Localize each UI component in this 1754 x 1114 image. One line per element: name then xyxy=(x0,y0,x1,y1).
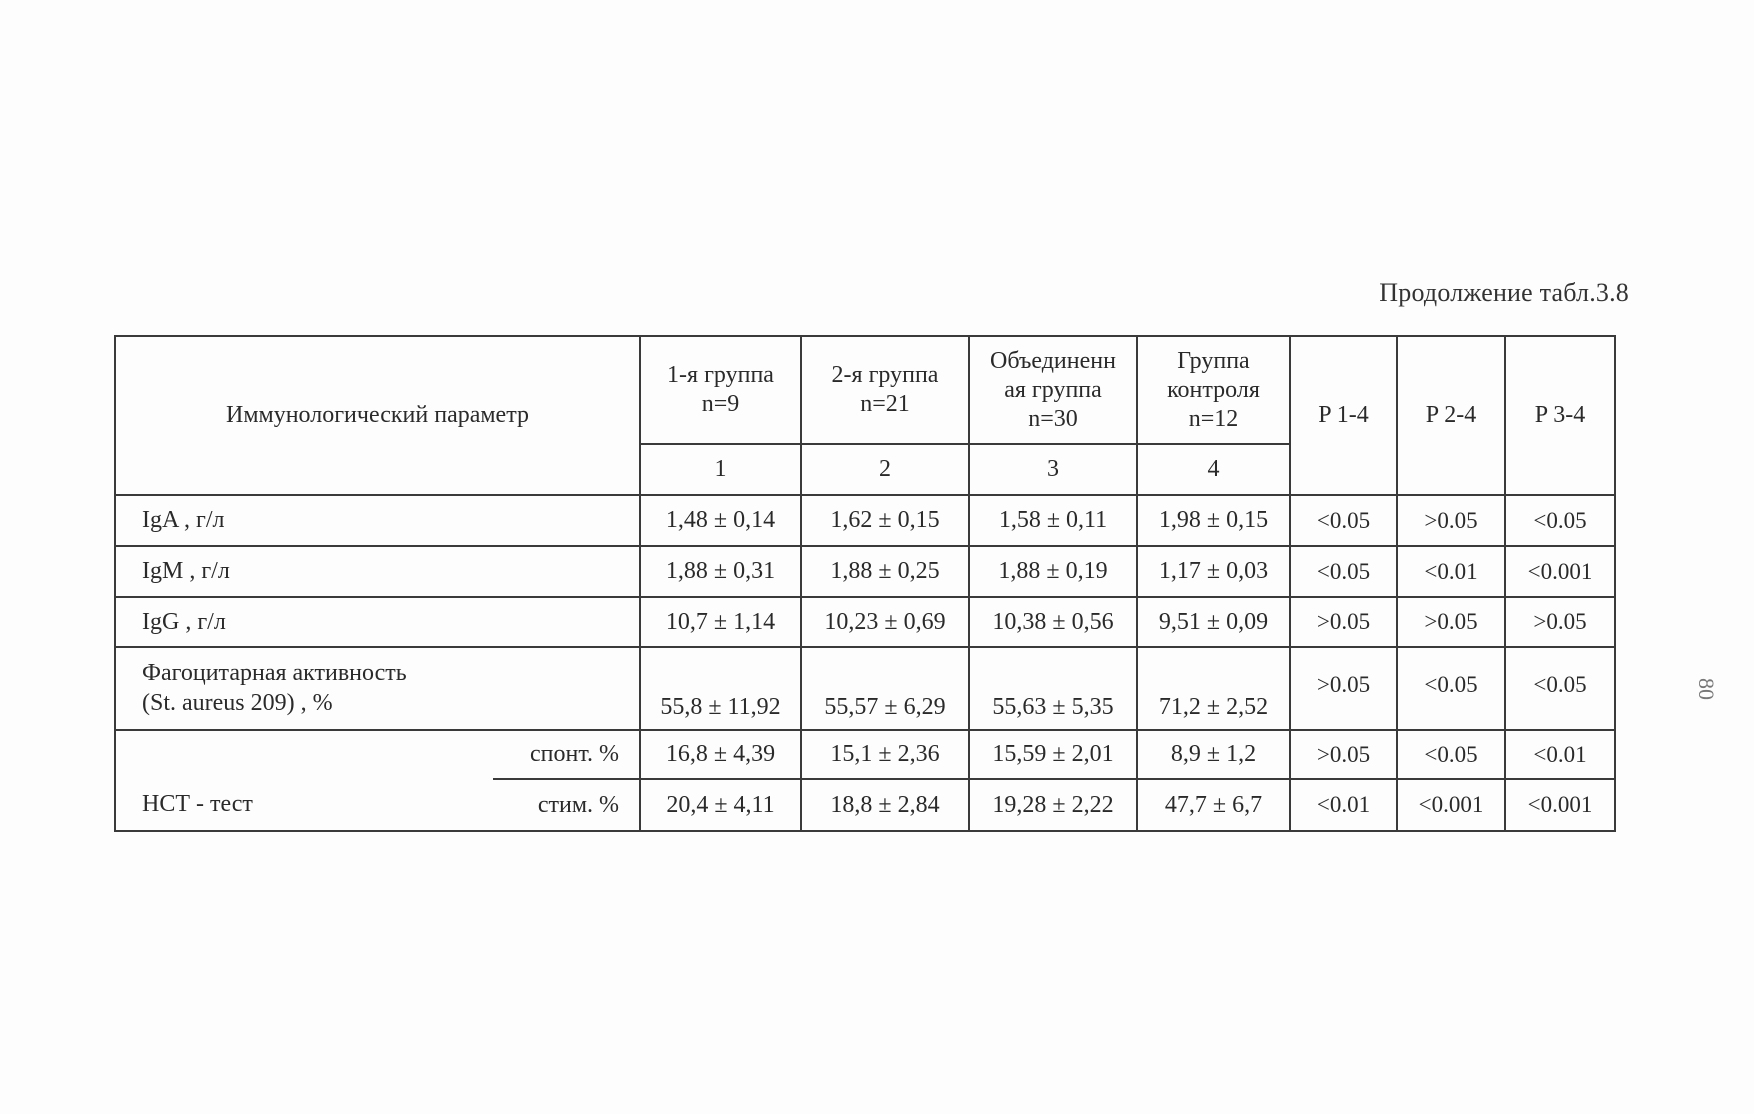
cell-p-value: <0.001 xyxy=(1505,546,1615,597)
table-caption: Продолжение табл.3.8 xyxy=(1379,278,1629,307)
cell-value: 16,8 ± 4,39 xyxy=(640,730,801,779)
header-group-4 xyxy=(1137,336,1290,444)
cell-value: 15,59 ± 2,01 xyxy=(969,730,1137,779)
phagocytic-label-line1: Фагоцитарная активность xyxy=(142,660,407,686)
cell-value: 1,17 ± 0,03 xyxy=(1137,546,1290,597)
cell-p-value: >0.05 xyxy=(1290,597,1397,647)
header-p-1-4: P 1-4 xyxy=(1290,336,1397,495)
header-group-1 xyxy=(640,336,801,444)
group-index-3: 3 xyxy=(969,444,1137,495)
cell-value: 55,63 ± 5,35 xyxy=(969,647,1137,730)
cell-value: 47,7 ± 6,7 xyxy=(1137,779,1290,831)
group-1-n: n=9 xyxy=(701,391,740,417)
table-row xyxy=(115,647,1615,730)
cell-value: 1,62 ± 0,15 xyxy=(801,495,969,546)
cell-value: 10,38 ± 0,56 xyxy=(969,597,1137,647)
cell-p-value: <0.01 xyxy=(1505,730,1615,779)
cell-p-value: <0.05 xyxy=(1397,647,1505,730)
header-param: Иммунологический параметр xyxy=(115,336,640,495)
cell-value: 10,23 ± 0,69 xyxy=(801,597,969,647)
group-1-name: 1-я группа xyxy=(667,362,774,388)
row-label-nct: НСТ - тест xyxy=(115,779,493,831)
header-p-3-4: P 3-4 xyxy=(1505,336,1615,495)
phagocytic-label-line2: (St. aureus 209) , % xyxy=(142,690,333,716)
cell-value: 71,2 ± 2,52 xyxy=(1137,647,1290,730)
cell-p-value: >0.05 xyxy=(1505,597,1615,647)
group-2-n: n=21 xyxy=(860,391,910,417)
cell-value: 18,8 ± 2,84 xyxy=(801,779,969,831)
group-3-name-line2: ая группа xyxy=(1004,376,1102,403)
cell-value: 8,9 ± 1,2 xyxy=(1137,730,1290,779)
cell-value: 9,51 ± 0,09 xyxy=(1137,597,1290,647)
cell-p-value: <0.05 xyxy=(1505,495,1615,546)
cell-p-value: >0.05 xyxy=(1397,597,1505,647)
group-3-n: n=30 xyxy=(1028,405,1078,432)
cell-p-value: <0.001 xyxy=(1505,779,1615,831)
table-row xyxy=(115,495,1615,546)
cell-value: 1,88 ± 0,19 xyxy=(969,546,1137,597)
group-index-4: 4 xyxy=(1137,444,1290,495)
cell-p-value: <0.001 xyxy=(1397,779,1505,831)
cell-value: 20,4 ± 4,11 xyxy=(640,779,801,831)
group-3-name-line1: Объединенн xyxy=(990,347,1116,374)
table-row xyxy=(115,597,1615,647)
cell-p-value: <0.05 xyxy=(1290,495,1397,546)
group-4-name-line2: контроля xyxy=(1167,376,1260,403)
cell-p-value: >0.05 xyxy=(1290,730,1397,779)
nct-spacer xyxy=(115,730,493,779)
cell-value: 1,58 ± 0,11 xyxy=(969,495,1137,546)
nct-sub-stim: стим. % xyxy=(493,779,640,831)
table-row xyxy=(115,546,1615,597)
cell-value: 15,1 ± 2,36 xyxy=(801,730,969,779)
cell-p-value: >0.05 xyxy=(1397,495,1505,546)
cell-p-value: <0.05 xyxy=(1397,730,1505,779)
header-group-2 xyxy=(801,336,969,444)
nct-sub-spont: спонт. % xyxy=(493,730,640,779)
cell-p-value: <0.05 xyxy=(1505,647,1615,730)
cell-p-value: >0.05 xyxy=(1290,647,1397,730)
row-label-igg: IgG , г/л xyxy=(115,597,640,647)
cell-p-value: <0.05 xyxy=(1290,546,1397,597)
group-index-2: 2 xyxy=(801,444,969,495)
cell-value: 1,48 ± 0,14 xyxy=(640,495,801,546)
group-index-1: 1 xyxy=(640,444,801,495)
cell-value: 1,88 ± 0,31 xyxy=(640,546,801,597)
header-group-3 xyxy=(969,336,1137,444)
cell-value: 1,88 ± 0,25 xyxy=(801,546,969,597)
cell-value: 55,8 ± 11,92 xyxy=(640,647,801,730)
header-p-2-4: P 2-4 xyxy=(1397,336,1505,495)
cell-p-value: <0.01 xyxy=(1290,779,1397,831)
cell-value: 19,28 ± 2,22 xyxy=(969,779,1137,831)
cell-p-value: <0.01 xyxy=(1397,546,1505,597)
table-row xyxy=(115,730,1615,779)
cell-value: 10,7 ± 1,14 xyxy=(640,597,801,647)
group-2-name: 2-я группа xyxy=(831,362,939,388)
row-label-iga: IgA , г/л xyxy=(115,495,640,546)
page-number: 80 xyxy=(1694,678,1719,700)
row-label-phagocytic xyxy=(115,647,640,730)
cell-value: 55,57 ± 6,29 xyxy=(801,647,969,730)
immunology-table xyxy=(114,335,1616,832)
row-label-igm: IgM , г/л xyxy=(115,546,640,597)
cell-value: 1,98 ± 0,15 xyxy=(1137,495,1290,546)
table-row xyxy=(115,779,1615,831)
group-4-name-line1: Группа xyxy=(1177,347,1250,374)
header-row xyxy=(115,336,1615,444)
group-4-n: n=12 xyxy=(1188,405,1239,432)
